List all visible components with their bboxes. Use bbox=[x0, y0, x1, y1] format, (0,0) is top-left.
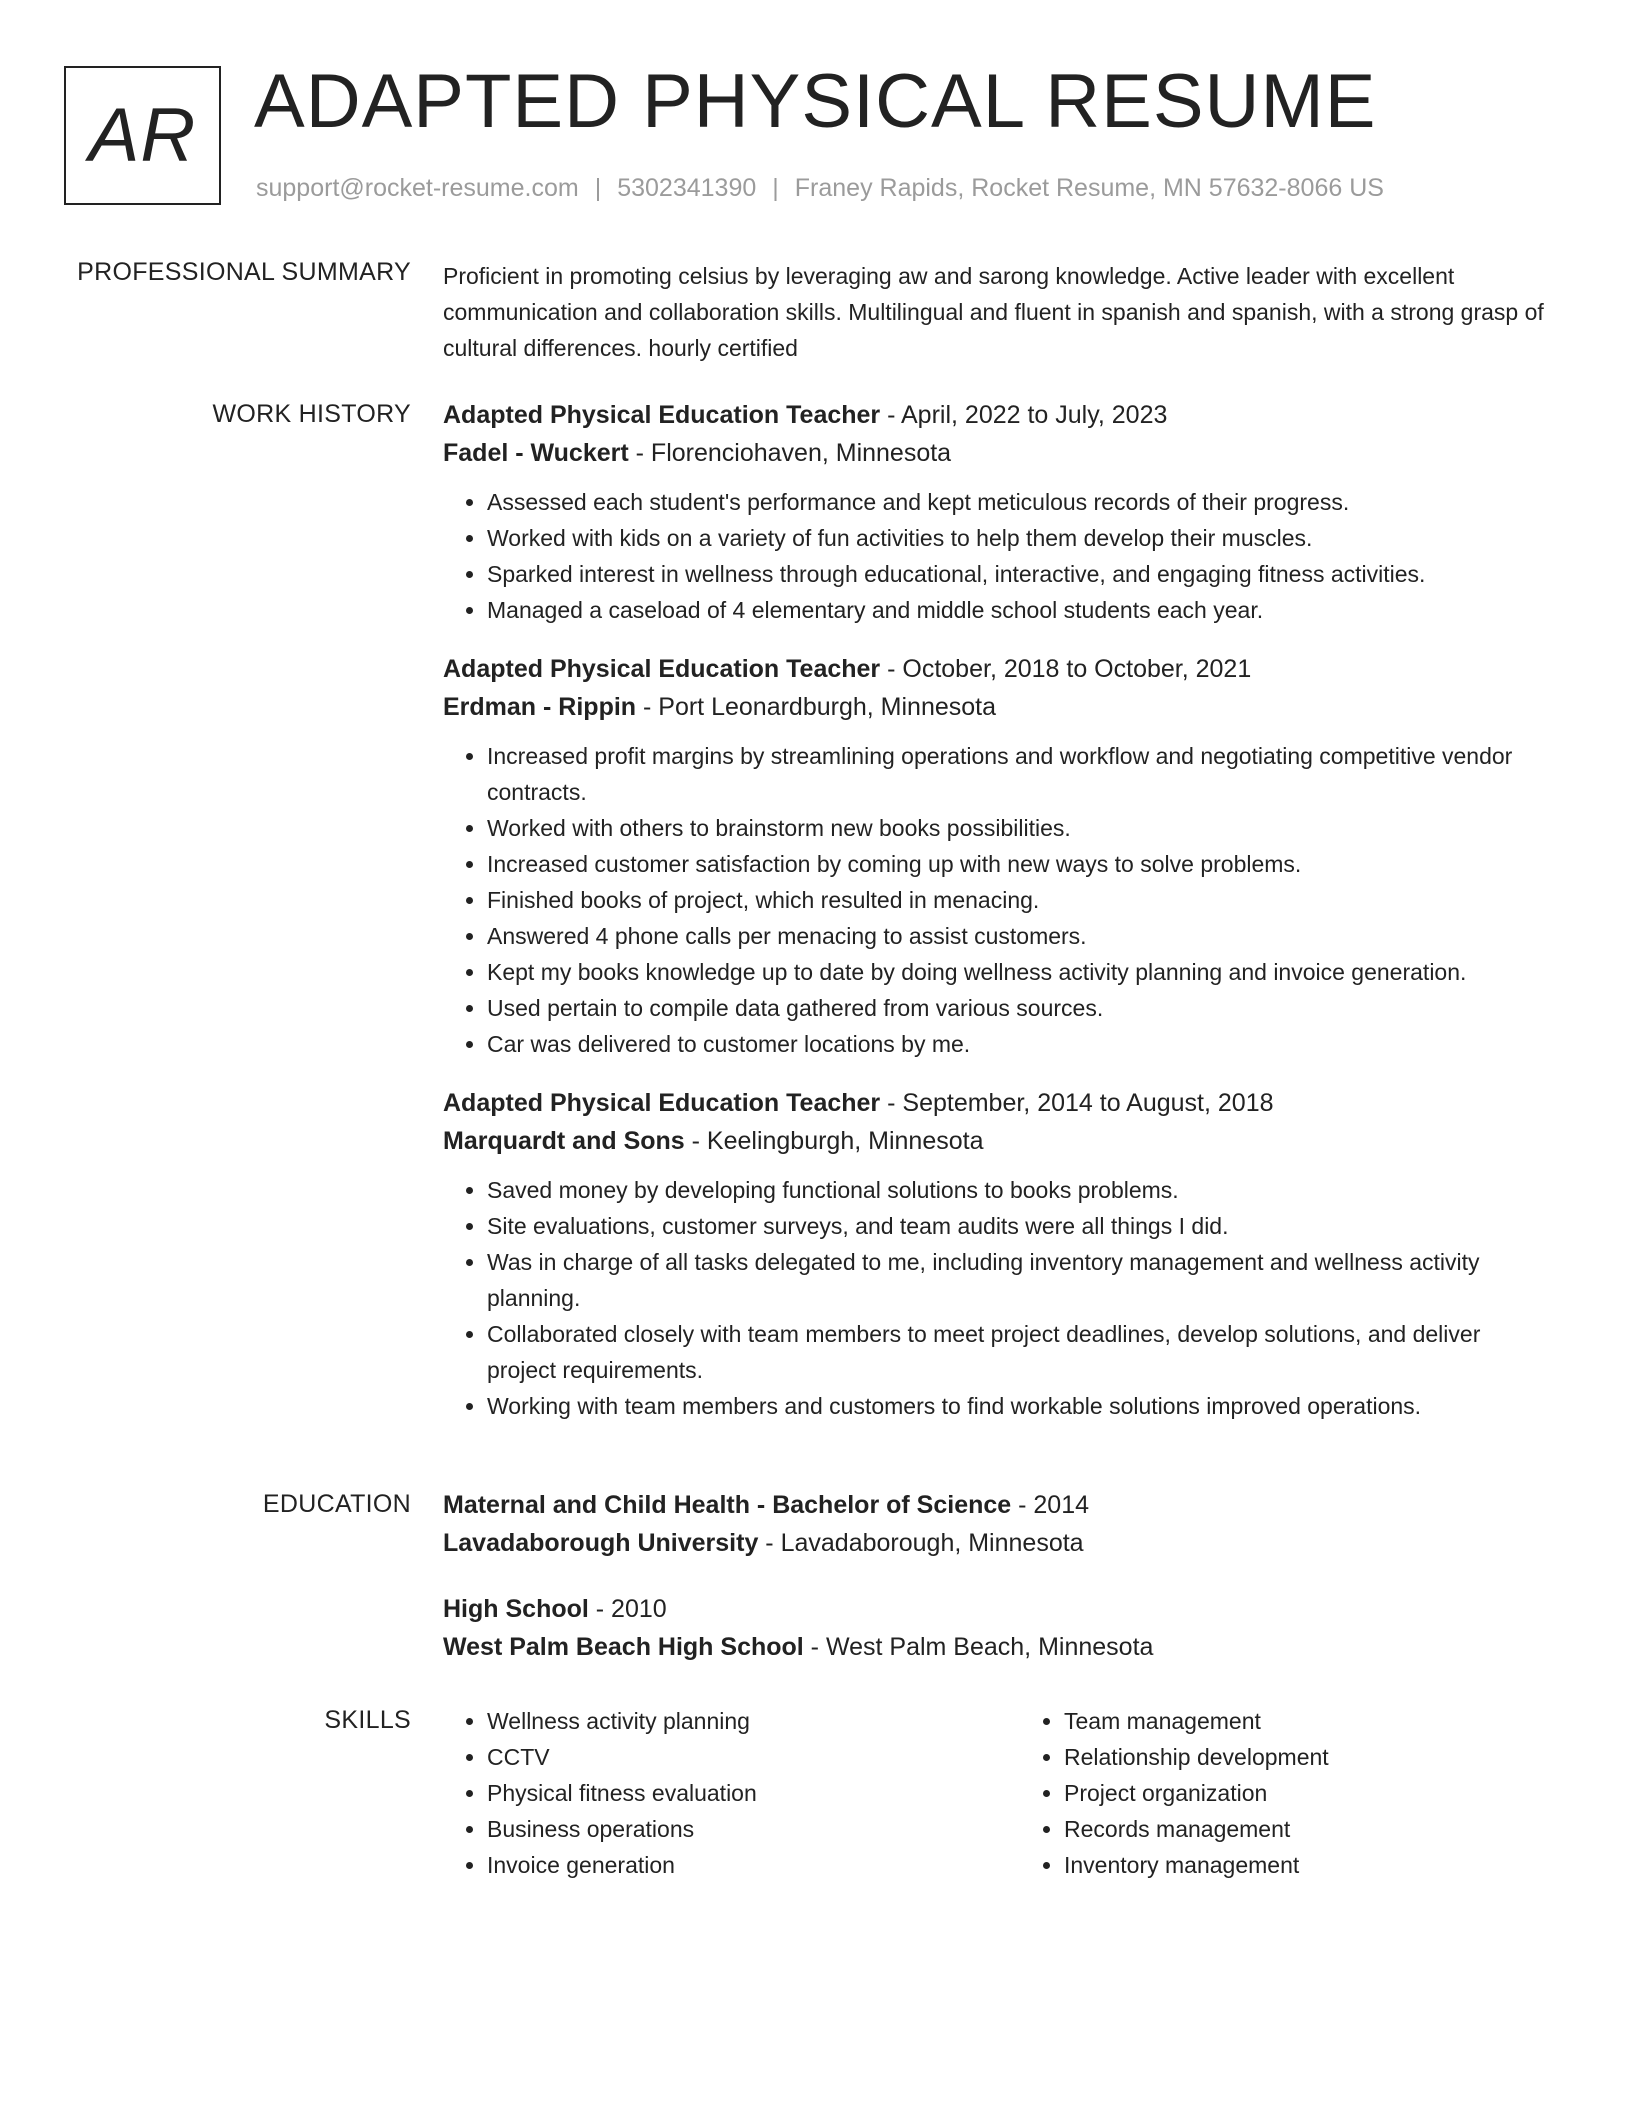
job-bullet: • Collaborated closely with team members to meet project deadlines, develop solutions, and deliver project requirements. bbox=[487, 1316, 1553, 1388]
job-bullet: • Saved money by developing functional solutions to books problems. bbox=[487, 1172, 1553, 1208]
job-bullets bbox=[443, 738, 1553, 1062]
job-bullet: • Finished books of project, which resulted in menacing. bbox=[487, 882, 1553, 918]
skill-item: • Records management bbox=[1064, 1811, 1553, 1847]
education-year: - 2010 bbox=[588, 1595, 667, 1623]
education-entry bbox=[443, 1590, 1553, 1666]
skills-column-left bbox=[443, 1703, 1020, 1883]
job-entry bbox=[443, 396, 1553, 628]
job-bullet: • Sparked interest in wellness through educational, interactive, and engaging fitness activities. bbox=[487, 556, 1553, 592]
education-school: Lavadaborough University bbox=[443, 1529, 759, 1557]
job-title-line bbox=[443, 1084, 1553, 1122]
education-label: EDUCATION bbox=[262, 1490, 411, 1518]
job-location: - Port Leonardburgh, Minnesota bbox=[636, 693, 996, 721]
skill-item: • Business operations bbox=[487, 1811, 1020, 1847]
job-company-line bbox=[443, 1122, 1553, 1160]
job-bullet: • Worked with others to brainstorm new books possibilities. bbox=[487, 810, 1553, 846]
skill-item: • Team management bbox=[1064, 1703, 1553, 1739]
contact-email: support@rocket-resume.com bbox=[256, 174, 579, 202]
job-bullet: • Worked with kids on a variety of fun activities to help them develop their muscles. bbox=[487, 520, 1553, 556]
job-entry bbox=[443, 1084, 1553, 1424]
job-bullet: • Answered 4 phone calls per menacing to assist customers. bbox=[487, 918, 1553, 954]
job-dates: - October, 2018 to October, 2021 bbox=[880, 655, 1252, 683]
skills-label: SKILLS bbox=[324, 1706, 411, 1734]
job-bullet: • Assessed each student's performance and kept meticulous records of their progress. bbox=[487, 484, 1553, 520]
education-degree: High School bbox=[443, 1595, 589, 1623]
job-title-line bbox=[443, 650, 1553, 688]
job-bullets bbox=[443, 484, 1553, 628]
job-bullet: • Car was delivered to customer locations by me. bbox=[487, 1026, 1553, 1062]
job-company: Marquardt and Sons bbox=[443, 1127, 685, 1155]
summary-label: PROFESSIONAL SUMMARY bbox=[77, 258, 411, 286]
job-bullet: • Site evaluations, customer surveys, and team audits were all things I did. bbox=[487, 1208, 1553, 1244]
skills-column-right bbox=[1020, 1703, 1553, 1883]
contact-address: Franey Rapids, Rocket Resume, MN 57632-8066 US bbox=[794, 174, 1384, 202]
education-school: West Palm Beach High School bbox=[443, 1633, 804, 1661]
job-title: Adapted Physical Education Teacher bbox=[443, 401, 881, 429]
job-bullet: • Kept my books knowledge up to date by doing wellness activity planning and invoice generation. bbox=[487, 954, 1553, 990]
education-degree-line bbox=[443, 1486, 1553, 1524]
job-company-line bbox=[443, 434, 1553, 472]
job-bullet: • Managed a caseload of 4 elementary and middle school students each year. bbox=[487, 592, 1553, 628]
education-location: - West Palm Beach, Minnesota bbox=[803, 1633, 1154, 1661]
education-school-line bbox=[443, 1524, 1553, 1562]
job-title: Adapted Physical Education Teacher bbox=[443, 655, 881, 683]
education-section bbox=[443, 1486, 1553, 1688]
skill-item: • Project organization bbox=[1064, 1775, 1553, 1811]
summary-text: Proficient in promoting celsius by leveraging aw and sarong knowledge. Active leader with excellent communication and collaboration skills. Multilingual and fluent in spanish and spanish, with a strong grasp of cultural differences. hourly certified bbox=[443, 263, 1544, 361]
skill-item: • Inventory management bbox=[1064, 1847, 1553, 1883]
job-bullets bbox=[443, 1172, 1553, 1424]
job-company: Fadel - Wuckert bbox=[443, 439, 629, 467]
job-bullet: • Increased profit margins by streamlining operations and workflow and negotiating competitive vendor contracts. bbox=[487, 738, 1553, 810]
job-title-line bbox=[443, 396, 1553, 434]
job-company-line bbox=[443, 688, 1553, 726]
job-bullet: • Working with team members and customers to find workable solutions improved operations. bbox=[487, 1388, 1553, 1424]
job-bullet: • Used pertain to compile data gathered from various sources. bbox=[487, 990, 1553, 1026]
education-degree: Maternal and Child Health - Bachelor of Science bbox=[443, 1491, 1012, 1519]
work-history-section bbox=[443, 396, 1553, 1446]
job-dates: - April, 2022 to July, 2023 bbox=[880, 401, 1168, 429]
skills-section bbox=[443, 1703, 1553, 1883]
summary-section bbox=[443, 258, 1553, 366]
job-company: Erdman - Rippin bbox=[443, 693, 637, 721]
resume-name: ADAPTED PHYSICAL RESUME bbox=[254, 59, 1377, 144]
job-bullet: • Was in charge of all tasks delegated to me, including inventory management and wellness activity planning. bbox=[487, 1244, 1553, 1316]
job-dates: - September, 2014 to August, 2018 bbox=[880, 1089, 1274, 1117]
skill-item: • Physical fitness evaluation bbox=[487, 1775, 1020, 1811]
job-entry bbox=[443, 650, 1553, 1062]
contact-phone: 5302341390 bbox=[617, 174, 757, 202]
education-year: - 2014 bbox=[1011, 1491, 1090, 1519]
education-entry bbox=[443, 1486, 1553, 1562]
monogram-initials: AR bbox=[88, 93, 197, 178]
education-school-line bbox=[443, 1628, 1553, 1666]
job-location: - Florenciohaven, Minnesota bbox=[628, 439, 952, 467]
contact-line bbox=[256, 174, 1384, 203]
job-location: - Keelingburgh, Minnesota bbox=[684, 1127, 984, 1155]
job-bullet: • Increased customer satisfaction by coming up with new ways to solve problems. bbox=[487, 846, 1553, 882]
education-location: - Lavadaborough, Minnesota bbox=[758, 1529, 1084, 1557]
education-degree-line bbox=[443, 1590, 1553, 1628]
contact-separator: | bbox=[772, 174, 779, 202]
skills-columns bbox=[443, 1703, 1553, 1883]
contact-separator: | bbox=[594, 174, 602, 202]
skill-item: • CCTV bbox=[487, 1739, 1020, 1775]
work-history-label: WORK HISTORY bbox=[212, 400, 411, 428]
skill-item: • Relationship development bbox=[1064, 1739, 1553, 1775]
monogram-box bbox=[64, 66, 221, 205]
skill-item: • Invoice generation bbox=[487, 1847, 1020, 1883]
job-title: Adapted Physical Education Teacher bbox=[443, 1089, 881, 1117]
skill-item: • Wellness activity planning bbox=[487, 1703, 1020, 1739]
